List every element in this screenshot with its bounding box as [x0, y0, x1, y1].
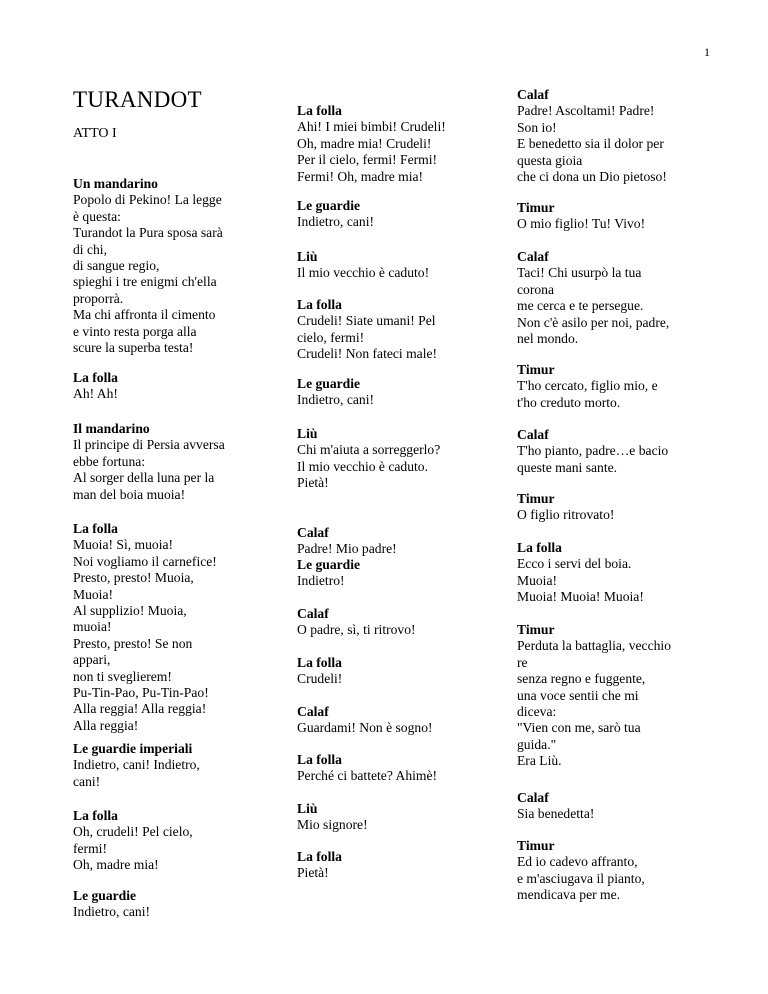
dialogue-line: una voce sentii che mi — [517, 687, 639, 703]
dialogue-line: Era Liù. — [517, 753, 562, 769]
dialogue-line: muoia! — [73, 619, 112, 635]
dialogue-line: Al sorger della luna per la — [73, 470, 215, 486]
act-heading: ATTO I — [73, 126, 117, 141]
dialogue-line: guida." — [517, 736, 557, 752]
dialogue-line: Turandot la Pura sposa sarà — [73, 225, 223, 241]
dialogue-line: Popolo di Pekino! La legge — [73, 192, 222, 208]
speaker-name: Timur — [517, 838, 555, 853]
dialogue-line: Pietà! — [297, 475, 329, 491]
dialogue-block — [517, 200, 722, 233]
dialogue-block — [297, 198, 502, 231]
dialogue-line: appari, — [73, 652, 111, 668]
dialogue-line: Ma chi affronta il cimento — [73, 307, 216, 323]
dialogue-block — [297, 297, 502, 363]
dialogue-line: "Vien con me, sarò tua — [517, 720, 641, 736]
dialogue-line: Pu-Tin-Pao, Pu-Tin-Pao! — [73, 685, 209, 701]
dialogue-line: nel mondo. — [517, 331, 579, 347]
dialogue-line: E benedetto sia il dolor per — [517, 136, 664, 152]
dialogue-line: Alla reggia! — [73, 717, 139, 733]
dialogue-line: è questa: — [73, 208, 121, 224]
dialogue-line: Il mio vecchio è caduto. — [297, 458, 428, 474]
dialogue-block — [517, 491, 722, 524]
dialogue-block — [297, 426, 502, 492]
speaker-name: Timur — [517, 622, 555, 637]
speaker-name: Le guardie — [297, 376, 361, 391]
dialogue-block — [517, 362, 722, 411]
dialogue-block — [73, 521, 273, 734]
dialogue-line: che ci dona un Dio pietoso! — [517, 169, 667, 185]
dialogue-line: T'ho pianto, padre…e bacio — [517, 443, 669, 459]
speaker-name: La folla — [73, 370, 118, 385]
dialogue-line: Indietro, cani! Indietro, — [73, 757, 200, 773]
dialogue-block — [73, 176, 273, 356]
dialogue-block — [297, 752, 502, 785]
speaker-name: Calaf — [297, 525, 329, 540]
dialogue-line: Ahi! I miei bimbi! Crudeli! — [297, 119, 446, 135]
dialogue-line: Indietro, cani! — [73, 904, 150, 920]
dialogue-line: Oh, crudeli! Pel cielo, — [73, 824, 193, 840]
dialogue-line: fermi! — [73, 840, 107, 856]
dialogue-block — [517, 249, 722, 347]
speaker-name: Un mandarino — [73, 176, 158, 191]
dialogue-line: Al supplizio! Muoia, — [73, 603, 187, 619]
dialogue-line: Per il cielo, fermi! Fermi! — [297, 152, 438, 168]
dialogue-block — [73, 808, 273, 874]
speaker-name: Le guardie — [297, 557, 361, 572]
dialogue-block — [517, 540, 722, 606]
dialogue-line: diceva: — [517, 704, 557, 720]
dialogue-line: cielo, fermi! — [297, 329, 365, 345]
dialogue-line: Taci! Chi usurpò la tua — [517, 265, 642, 281]
speaker-name: Il mandarino — [73, 421, 150, 436]
dialogue-line: Fermi! Oh, madre mia! — [297, 168, 424, 184]
dialogue-block — [517, 87, 722, 185]
dialogue-line: Perché ci battete? Ahimè! — [297, 768, 438, 784]
dialogue-block — [73, 370, 273, 403]
dialogue-line: cani! — [73, 773, 101, 789]
dialogue-block — [517, 427, 722, 476]
speaker-name: Liù — [297, 426, 318, 441]
dialogue-block — [73, 741, 273, 790]
dialogue-line: Il mio vecchio è caduto! — [297, 265, 430, 281]
dialogue-block — [297, 655, 502, 688]
dialogue-line: Indietro, cani! — [297, 214, 374, 230]
dialogue-line: Oh, madre mia! — [73, 857, 159, 873]
dialogue-line: O mio figlio! Tu! Vivo! — [517, 216, 646, 232]
dialogue-line: Guardami! Non è sogno! — [297, 720, 433, 736]
dialogue-line: spieghi i tre enigmi ch'ella — [73, 274, 217, 290]
dialogue-line: Indietro, cani! — [297, 392, 374, 408]
speaker-name: La folla — [297, 103, 342, 118]
speaker-name: Liù — [297, 801, 318, 816]
speaker-name: Calaf — [297, 606, 329, 621]
dialogue-line: Il principe di Persia avversa — [73, 437, 225, 453]
speaker-name: Le guardie imperiali — [73, 741, 193, 756]
dialogue-line: me cerca e te persegue. — [517, 298, 644, 314]
dialogue-line: Presto, presto! Muoia, — [73, 570, 194, 586]
dialogue-line: queste mani sante. — [517, 459, 618, 475]
dialogue-line: Crudeli! Non fateci male! — [297, 346, 438, 362]
speaker-name: La folla — [297, 297, 342, 312]
dialogue-line: Perduta la battaglia, vecchio — [517, 638, 671, 654]
dialogue-line: man del boia muoia! — [73, 486, 186, 502]
speaker-name: La folla — [297, 849, 342, 864]
speaker-name: Timur — [517, 362, 555, 377]
dialogue-block — [297, 849, 502, 882]
dialogue-block — [297, 557, 502, 590]
dialogue-line: non ti sveglierem! — [73, 668, 172, 684]
dialogue-block — [73, 888, 273, 921]
dialogue-line: Muoia! Sì, muoia! — [73, 537, 174, 553]
dialogue-block — [517, 790, 722, 823]
speaker-name: Calaf — [517, 427, 549, 442]
speaker-name: Le guardie — [73, 888, 137, 903]
dialogue-line: O padre, sì, ti ritrovo! — [297, 622, 416, 638]
dialogue-line: corona — [517, 281, 554, 297]
speaker-name: Timur — [517, 491, 555, 506]
dialogue-line: Ed io cadevo affranto, — [517, 854, 638, 870]
dialogue-line: e m'asciugava il pianto, — [517, 870, 645, 886]
dialogue-line: T'ho cercato, figlio mio, e — [517, 378, 658, 394]
dialogue-line: Noi vogliamo il carnefice! — [73, 553, 217, 569]
dialogue-line: senza regno e fuggente, — [517, 671, 646, 687]
dialogue-block — [517, 838, 722, 904]
speaker-name: Calaf — [517, 87, 549, 102]
dialogue-line: Ecco i servi del boia. — [517, 556, 632, 572]
dialogue-line: Crudeli! Siate umani! Pel — [297, 313, 436, 329]
dialogue-block — [297, 801, 502, 834]
dialogue-line: e vinto resta porga alla — [73, 323, 197, 339]
dialogue-line: di chi, — [73, 241, 107, 257]
dialogue-line: di sangue regio, — [73, 258, 160, 274]
dialogue-line: Chi m'aiuta a sorreggerlo? — [297, 442, 441, 458]
speaker-name: La folla — [73, 521, 118, 536]
dialogue-line: O figlio ritrovato! — [517, 507, 615, 523]
speaker-name: Calaf — [517, 249, 549, 264]
dialogue-line: Son io! — [517, 119, 557, 135]
dialogue-line: Oh, madre mia! Crudeli! — [297, 135, 432, 151]
dialogue-line: proporrà. — [73, 290, 124, 306]
dialogue-line: re — [517, 654, 528, 670]
document-title: TURANDOT — [73, 87, 202, 112]
dialogue-line: Sia benedetta! — [517, 806, 595, 822]
dialogue-block — [297, 376, 502, 409]
dialogue-block — [297, 103, 502, 185]
dialogue-line: Non c'è asilo per noi, padre, — [517, 314, 670, 330]
dialogue-line: Pietà! — [297, 865, 329, 881]
dialogue-block — [297, 249, 502, 282]
speaker-name: Timur — [517, 200, 555, 215]
dialogue-line: Indietro! — [297, 573, 345, 589]
speaker-name: Liù — [297, 249, 318, 264]
dialogue-block — [297, 704, 502, 737]
dialogue-block — [73, 421, 273, 503]
speaker-name: La folla — [517, 540, 562, 555]
speaker-name: Le guardie — [297, 198, 361, 213]
dialogue-block — [297, 606, 502, 639]
speaker-name: La folla — [297, 655, 342, 670]
dialogue-line: Padre! Mio padre! — [297, 541, 397, 557]
dialogue-block — [517, 622, 722, 770]
dialogue-line: questa gioia — [517, 152, 583, 168]
dialogue-line: Ah! Ah! — [73, 386, 118, 402]
speaker-name: Calaf — [517, 790, 549, 805]
dialogue-line: Crudeli! — [297, 671, 343, 687]
dialogue-line: mendicava per me. — [517, 887, 621, 903]
dialogue-line: Muoia! — [73, 586, 114, 602]
dialogue-line: scure la superba testa! — [73, 340, 194, 356]
page-number: 1 — [704, 45, 710, 59]
dialogue-line: t'ho creduto morto. — [517, 394, 621, 410]
dialogue-line: Mio signore! — [297, 817, 368, 833]
dialogue-line: Muoia! — [517, 572, 558, 588]
dialogue-line: Padre! Ascoltami! Padre! — [517, 103, 655, 119]
dialogue-block — [297, 525, 502, 558]
speaker-name: La folla — [73, 808, 118, 823]
speaker-name: La folla — [297, 752, 342, 767]
dialogue-line: Presto, presto! Se non — [73, 635, 193, 651]
speaker-name: Calaf — [297, 704, 329, 719]
dialogue-line: ebbe fortuna: — [73, 453, 146, 469]
dialogue-line: Alla reggia! Alla reggia! — [73, 701, 207, 717]
dialogue-line: Muoia! Muoia! Muoia! — [517, 589, 644, 605]
